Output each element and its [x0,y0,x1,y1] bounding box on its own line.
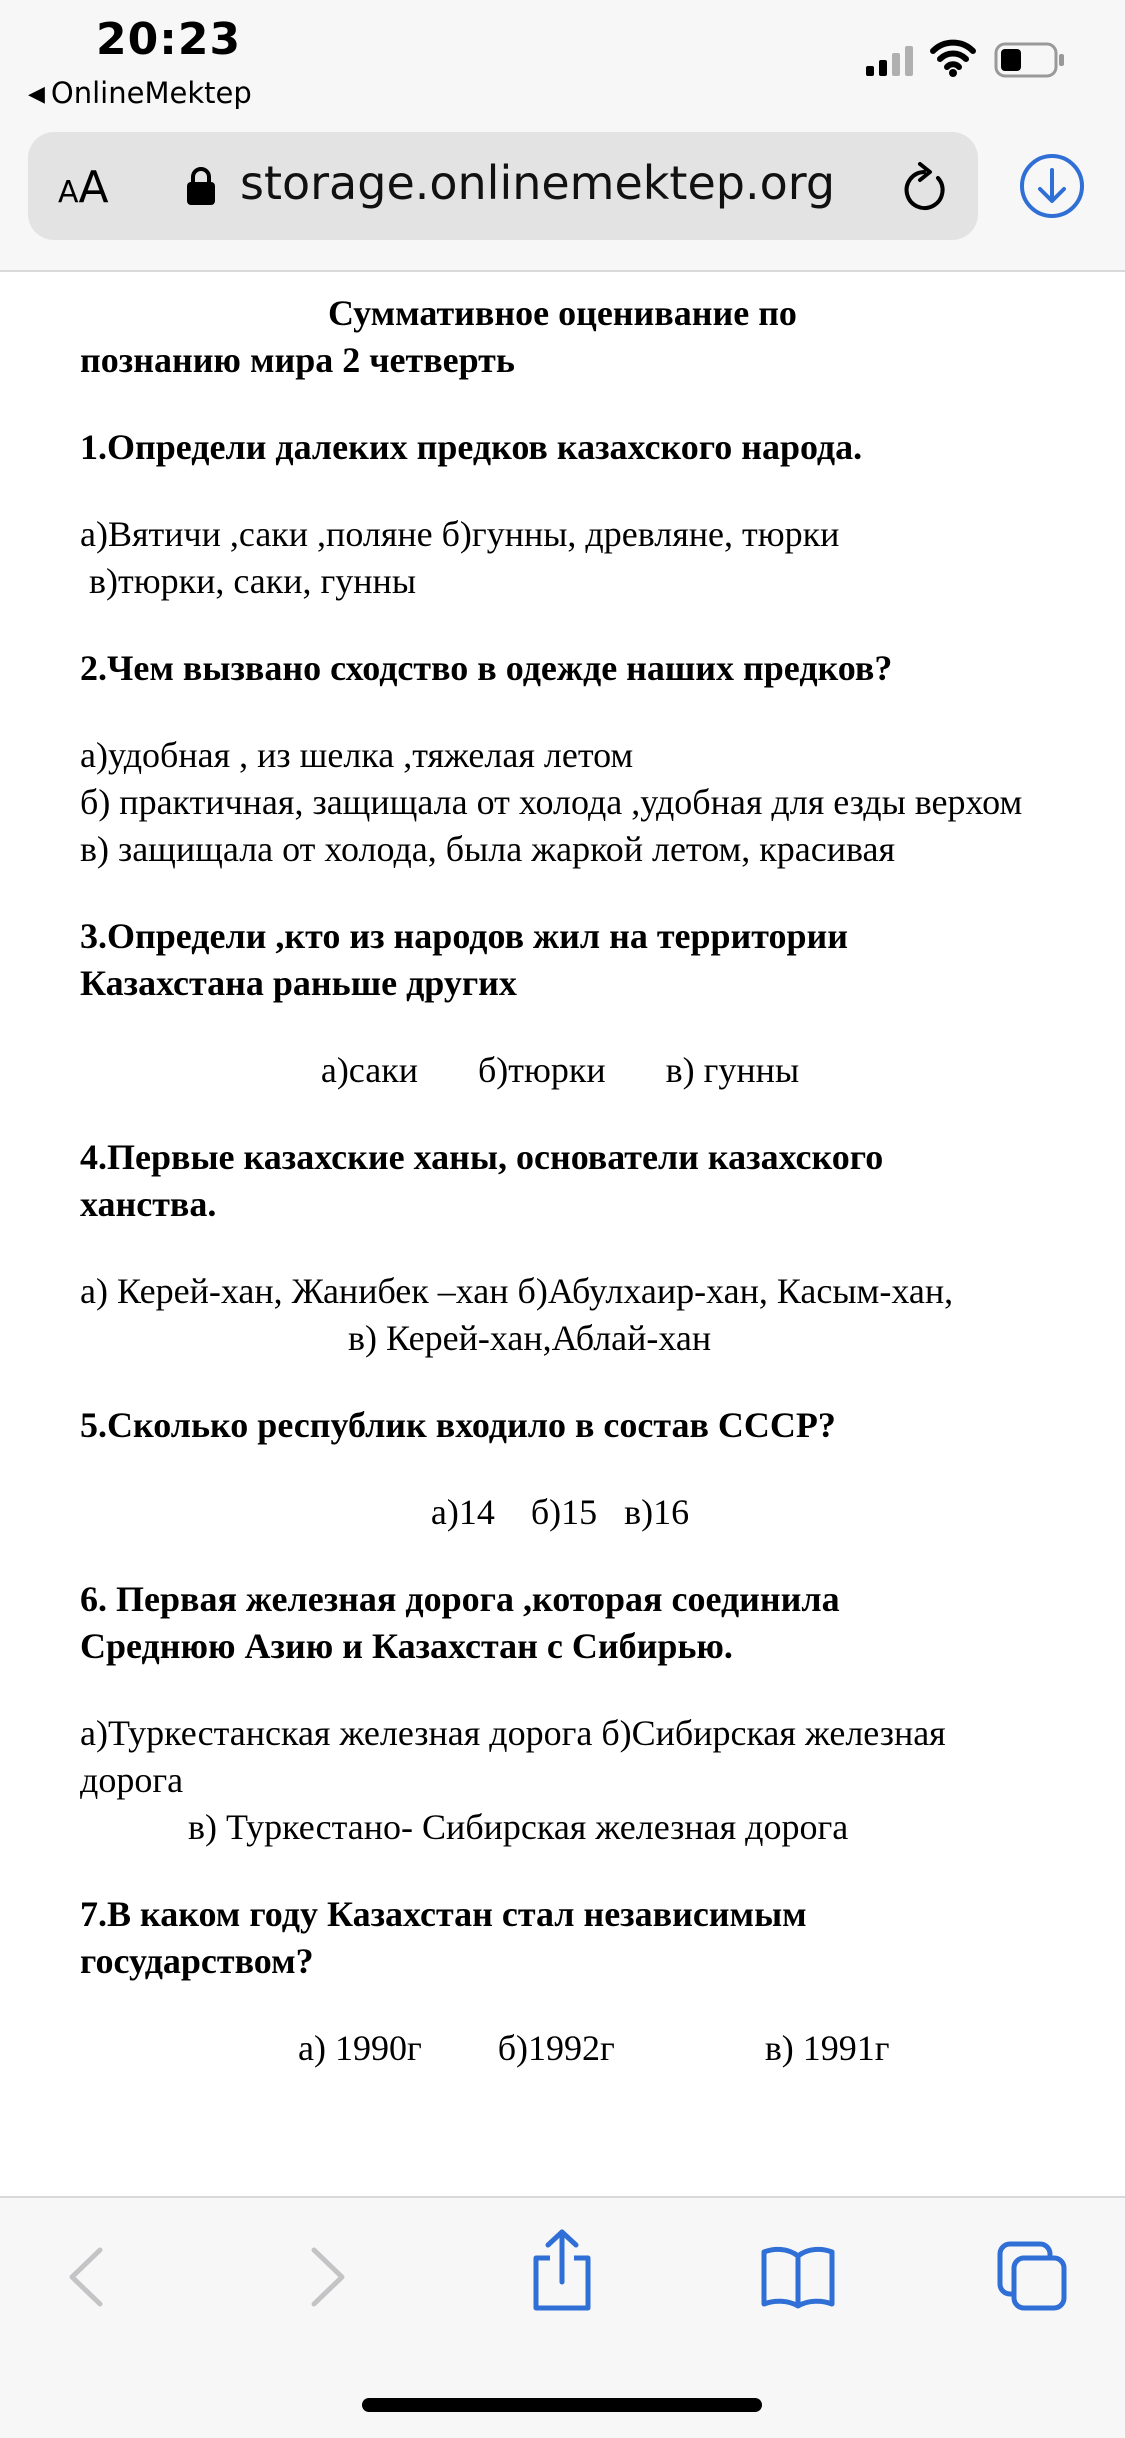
answers-1 [80,511,1040,605]
question-5: 5.Сколько республик входило в состав СССР? [80,1405,836,1445]
back-app-label: OnlineMektep [50,76,252,110]
option-b: б)тюрки [477,1050,606,1090]
option-c: в) гунны [665,1050,800,1090]
answers-3 [80,1047,1040,1094]
answer-line: в) Керей-хан,Аблай-хан [348,1318,712,1358]
cellular-signal-icon [866,46,916,76]
back-triangle-icon: ◀ [28,82,45,107]
answers-4 [80,1268,1040,1362]
answer-line: в) Туркестано- Сибирская железная дорога [188,1807,849,1847]
option-b: б)1992г [497,2028,615,2068]
status-time: 20:23 [96,14,242,65]
reload-icon[interactable] [900,162,948,214]
question-line: Среднюю Азию и Казахстан с Сибирью. [80,1626,733,1666]
option-c: в) 1991г [764,2028,890,2068]
battery-icon [994,42,1066,78]
bookmarks-icon[interactable] [760,2244,836,2310]
question-6 [80,1576,1040,1670]
question-line: ханства. [80,1184,217,1224]
option-a: а) 1990г [298,2028,422,2068]
back-arrow-icon[interactable] [64,2244,108,2310]
answer-line: а)удобная , из шелка ,тяжелая летом [80,735,634,775]
title-line-2: познанию мира 2 четверть [80,340,515,380]
question-line: государством? [80,1941,314,1981]
lock-icon [186,166,216,206]
option-a: а)саки [320,1050,418,1090]
home-indicator[interactable] [362,2398,762,2412]
question-2: 2.Чем вызвано сходство в одежде наших предков? [80,648,893,688]
page-title [80,290,1040,384]
question-line: 7.В каком году Казахстан стал независимым [80,1894,807,1934]
browser-chrome [0,0,1125,272]
url-text[interactable]: storage.onlinemektep.org [240,156,836,210]
text-size-button[interactable]: AA [58,162,109,213]
title-line-1: Суммативное оценивание по [328,293,797,333]
tabs-icon[interactable] [996,2240,1068,2312]
answers-2 [80,732,1040,873]
question-7 [80,1891,1040,1985]
question-line: Казахстана раньше других [80,963,517,1003]
wifi-icon [930,38,976,78]
answers-6 [80,1710,1040,1851]
answer-line: а)Туркестанская железная дорога б)Сибирская железная дорога [80,1713,946,1800]
question-3 [80,913,1040,1007]
question-4 [80,1134,1040,1228]
answers-5: а)14 б)15 в)16 [430,1492,690,1532]
share-icon[interactable] [530,2228,594,2312]
answer-line: б) практичная, защищала от холода ,удобная для езды верхом [80,782,1023,822]
question-line: 3.Определи ,кто из народов жил на территории [80,916,848,956]
answer-line: в)тюрки, саки, гунны [80,561,417,601]
answers-7 [80,2025,1040,2072]
answer-line: а) Керей-хан, Жанибек –хан б)Абулхаир-хан, Касым-хан, [80,1271,954,1311]
question-1: 1.Определи далеких предков казахского народа. [80,427,863,467]
back-to-app-link[interactable] [28,76,252,110]
question-line: 6. Первая железная дорога ,которая соединила [80,1579,840,1619]
question-line: 4.Первые казахские ханы, основатели казахского [80,1137,884,1177]
document-content [80,290,1040,2112]
downloads-icon[interactable] [1018,152,1086,220]
forward-arrow-icon[interactable] [306,2244,350,2310]
address-bar[interactable] [28,132,978,240]
answer-line: в) защищала от холода, была жаркой летом, красивая [80,829,896,869]
answer-line: а)Вятичи ,саки ,поляне б)гунны, древляне, тюрки [80,514,840,554]
